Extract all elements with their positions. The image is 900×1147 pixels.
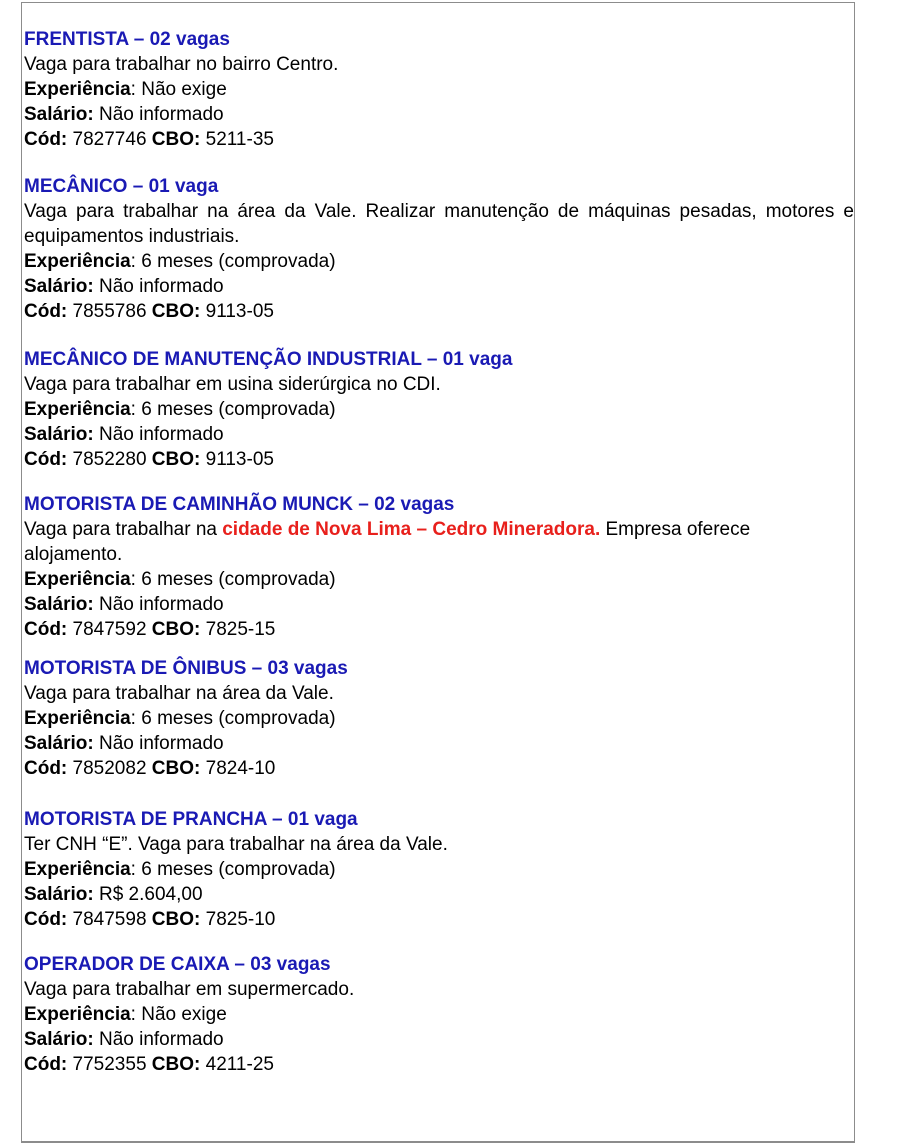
cbo-value: 7825-10 (200, 909, 276, 930)
cbo-label: CBO: (151, 758, 201, 779)
salary-label: Salário: (24, 884, 94, 905)
cod-label: Cód: (24, 909, 68, 930)
job-salary (24, 1027, 854, 1052)
salary-label: Salário: (24, 104, 94, 125)
job-listing (24, 492, 854, 642)
experience-value: : 6 meses (comprovada) (130, 251, 336, 272)
job-salary (24, 592, 854, 617)
job-description: Vaga para trabalhar na área da Vale. (24, 683, 334, 704)
salary-value: Não informado (93, 276, 224, 297)
job-title: MOTORISTA DE CAMINHÃO MUNCK – 02 vagas (24, 494, 455, 515)
cod-value: 7852082 (67, 758, 152, 779)
experience-value: : 6 meses (comprovada) (130, 399, 336, 420)
job-experience (24, 397, 854, 422)
cod-value: 7855786 (67, 301, 152, 322)
cod-label: Cód: (24, 619, 68, 640)
salary-label: Salário: (24, 1029, 94, 1050)
salary-label: Salário: (24, 276, 94, 297)
description-text: Vaga para trabalhar na (24, 519, 223, 540)
cbo-label: CBO: (151, 449, 201, 470)
salary-label: Salário: (24, 424, 94, 445)
experience-value: : 6 meses (comprovada) (130, 708, 336, 729)
cbo-label: CBO: (151, 301, 201, 322)
experience-label: Experiência (24, 399, 131, 420)
job-title: MECÂNICO – 01 vaga (24, 176, 219, 197)
cod-value: 7847598 (67, 909, 152, 930)
job-listing (24, 656, 854, 781)
salary-label: Salário: (24, 733, 94, 754)
job-listings (24, 27, 854, 1077)
cod-label: Cód: (24, 129, 68, 150)
cbo-label: CBO: (151, 909, 201, 930)
cbo-label: CBO: (151, 129, 201, 150)
job-codes (24, 617, 854, 642)
salary-value: Não informado (93, 733, 224, 754)
job-description: Vaga para trabalhar em supermercado. (24, 979, 355, 1000)
job-codes (24, 907, 854, 932)
job-description: Ter CNH “E”. Vaga para trabalhar na área da Vale. (24, 834, 448, 855)
experience-value: : 6 meses (comprovada) (130, 569, 336, 590)
job-description: Vaga para trabalhar em usina siderúrgica no CDI. (24, 374, 441, 395)
job-listing (24, 347, 854, 472)
cbo-value: 5211-35 (200, 129, 274, 150)
job-experience (24, 249, 854, 274)
job-title: MECÂNICO DE MANUTENÇÃO INDUSTRIAL – 01 vaga (24, 349, 513, 370)
job-title: OPERADOR DE CAIXA – 03 vagas (24, 954, 331, 975)
cod-label: Cód: (24, 301, 68, 322)
job-salary (24, 731, 854, 756)
salary-value: Não informado (93, 1029, 224, 1050)
job-title: FRENTISTA – 02 vagas (24, 29, 230, 50)
cbo-value: 7825-15 (200, 619, 276, 640)
cod-label: Cód: (24, 449, 68, 470)
salary-value: Não informado (93, 594, 224, 615)
job-salary (24, 274, 854, 299)
experience-value: : Não exige (130, 79, 227, 100)
experience-label: Experiência (24, 859, 131, 880)
salary-value: Não informado (93, 104, 224, 125)
experience-label: Experiência (24, 569, 131, 590)
experience-value: : 6 meses (comprovada) (130, 859, 336, 880)
experience-label: Experiência (24, 79, 131, 100)
job-experience (24, 706, 854, 731)
job-codes (24, 447, 854, 472)
description-text: Empresa oferece alojamento. (24, 519, 751, 565)
job-salary (24, 102, 854, 127)
experience-label: Experiência (24, 251, 131, 272)
description-highlight: cidade de Nova Lima – Cedro Mineradora. (222, 519, 601, 540)
cod-value: 7827746 (67, 129, 152, 150)
salary-label: Salário: (24, 594, 94, 615)
job-listing (24, 174, 854, 324)
job-listing (24, 952, 854, 1077)
job-experience (24, 567, 854, 592)
salary-value: R$ 2.604,00 (93, 884, 203, 905)
cbo-label: CBO: (151, 619, 201, 640)
cbo-value: 7824-10 (200, 758, 276, 779)
salary-value: Não informado (93, 424, 224, 445)
cod-value: 7752355 (67, 1054, 152, 1075)
experience-label: Experiência (24, 708, 131, 729)
cbo-value: 9113-05 (200, 301, 274, 322)
job-title: MOTORISTA DE ÔNIBUS – 03 vagas (24, 658, 348, 679)
job-listing (24, 27, 854, 152)
cod-label: Cód: (24, 758, 68, 779)
cod-label: Cód: (24, 1054, 68, 1075)
cbo-value: 4211-25 (200, 1054, 274, 1075)
cbo-value: 9113-05 (200, 449, 274, 470)
job-codes (24, 127, 854, 152)
job-experience (24, 77, 854, 102)
job-salary (24, 882, 854, 907)
experience-value: : Não exige (130, 1004, 227, 1025)
job-title: MOTORISTA DE PRANCHA – 01 vaga (24, 809, 358, 830)
job-experience (24, 1002, 854, 1027)
job-codes (24, 756, 854, 781)
job-codes (24, 1052, 854, 1077)
job-codes (24, 299, 854, 324)
cod-value: 7847592 (67, 619, 152, 640)
job-description: Vaga para trabalhar na área da Vale. Realizar manutenção de máquinas pesadas, motores e equipamentos industriais. (24, 201, 854, 247)
experience-label: Experiência (24, 1004, 131, 1025)
cod-value: 7852280 (67, 449, 152, 470)
job-listing (24, 807, 854, 932)
job-description: Vaga para trabalhar no bairro Centro. (24, 54, 339, 75)
job-salary (24, 422, 854, 447)
cbo-label: CBO: (151, 1054, 201, 1075)
job-experience (24, 857, 854, 882)
job-description (24, 517, 794, 567)
